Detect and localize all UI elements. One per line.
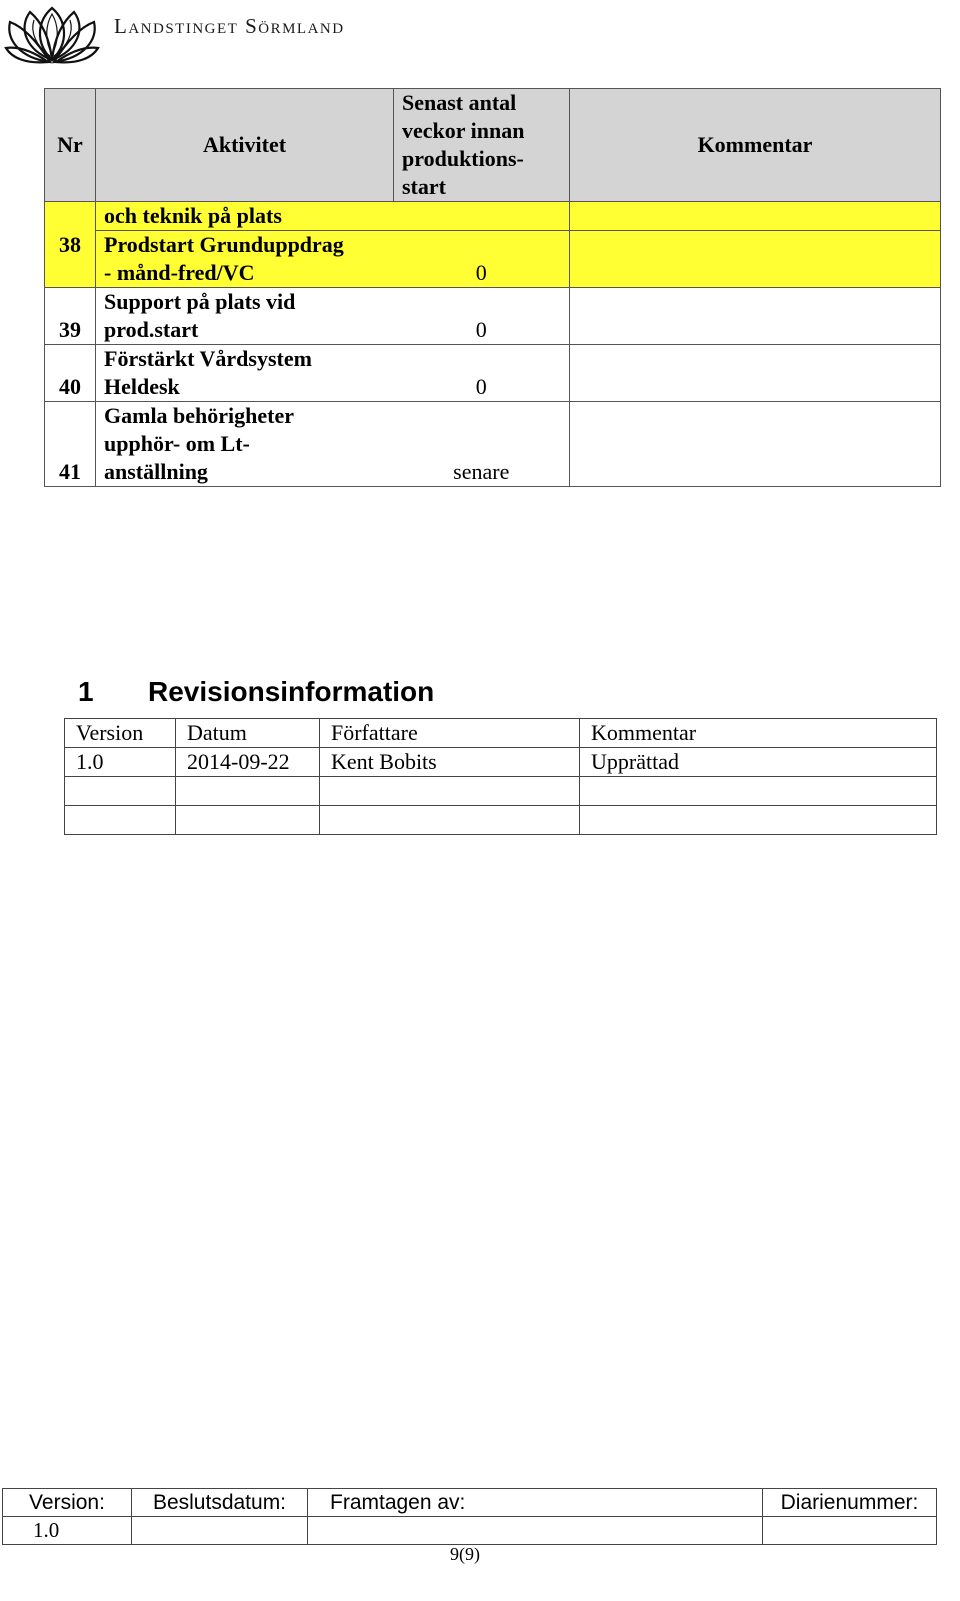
weeks-header-line: start [402, 174, 446, 199]
footer-label-beslutsdatum: Beslutsdatum: [132, 1489, 308, 1517]
table-row [45, 402, 941, 487]
row-number: 39 [45, 288, 96, 345]
column-header-aktivitet: Aktivitet [96, 89, 394, 202]
footer-table [2, 1488, 937, 1545]
lotus-logo-icon [4, 2, 100, 68]
table-row [45, 231, 941, 288]
table-row [65, 777, 937, 806]
comment-cell [570, 288, 941, 345]
table-row-continued [45, 202, 941, 231]
footer-value-beslutsdatum [132, 1517, 308, 1545]
table-cell [320, 777, 580, 806]
comment-cell [570, 402, 941, 487]
table-row [65, 748, 937, 777]
table-cell: 1.0 [65, 748, 176, 777]
table-cell: 2014-09-22 [176, 748, 320, 777]
table-cell [176, 777, 320, 806]
footer-value-row [3, 1517, 937, 1545]
comment-cell [570, 345, 941, 402]
weeks-value: 0 [394, 288, 570, 345]
column-header-kommentar: Kommentar [570, 89, 941, 202]
organization-name: Landstinget Sörmland [114, 14, 345, 38]
footer-value-version: 1.0 [3, 1517, 132, 1545]
column-header-nr: Nr [45, 89, 96, 202]
weeks-header-line: Senast antal [402, 90, 517, 115]
footer-label-row [3, 1489, 937, 1517]
table-header-row [65, 719, 937, 748]
table-cell [65, 777, 176, 806]
section-title: Revisionsinformation [148, 676, 435, 707]
activity-cell: Support på plats vid prod.start [96, 288, 394, 345]
weeks-value: 0 [394, 231, 570, 288]
footer-label-version: Version: [3, 1489, 132, 1517]
table-cell [65, 806, 176, 835]
row-number: 40 [45, 345, 96, 402]
activity-table [44, 88, 941, 487]
weeks-value: 0 [394, 345, 570, 402]
table-cell [176, 806, 320, 835]
comment-cell [570, 231, 941, 288]
row-number: 38 [45, 231, 96, 288]
table-cell [320, 806, 580, 835]
row-number: 41 [45, 402, 96, 487]
table-cell: Kent Bobits [320, 748, 580, 777]
footer-label-diarienummer: Diarienummer: [763, 1489, 937, 1517]
table-row [45, 288, 941, 345]
header-cell: Författare [320, 719, 580, 748]
table-row [65, 806, 937, 835]
table-cell: Upprättad [580, 748, 937, 777]
revision-table [64, 718, 937, 835]
weeks-header-line: produktions- [402, 146, 524, 171]
header-cell: Kommentar [580, 719, 937, 748]
footer-value-framtagen [308, 1517, 763, 1545]
footer-value-diarienummer [763, 1517, 937, 1545]
section-heading [78, 676, 434, 708]
header-cell: Datum [176, 719, 320, 748]
footer-label-framtagen: Framtagen av: [308, 1489, 763, 1517]
page-number: 9(9) [450, 1544, 480, 1564]
activity-cell: Prodstart Grunduppdrag - månd-fred/VC [96, 231, 394, 288]
table-row [45, 345, 941, 402]
table-cell [580, 806, 937, 835]
weeks-value: senare [394, 402, 570, 487]
weeks-header-line: veckor innan [402, 118, 525, 143]
column-header-weeks [394, 89, 570, 202]
activity-cell: Gamla behörigheter upphör- om Lt- anställning [96, 402, 394, 487]
table-cell [580, 777, 937, 806]
header-cell: Version [65, 719, 176, 748]
activity-cell: Förstärkt Vårdsystem Heldesk [96, 345, 394, 402]
activity-cell: och teknik på plats [96, 202, 394, 231]
section-number: 1 [78, 676, 94, 707]
